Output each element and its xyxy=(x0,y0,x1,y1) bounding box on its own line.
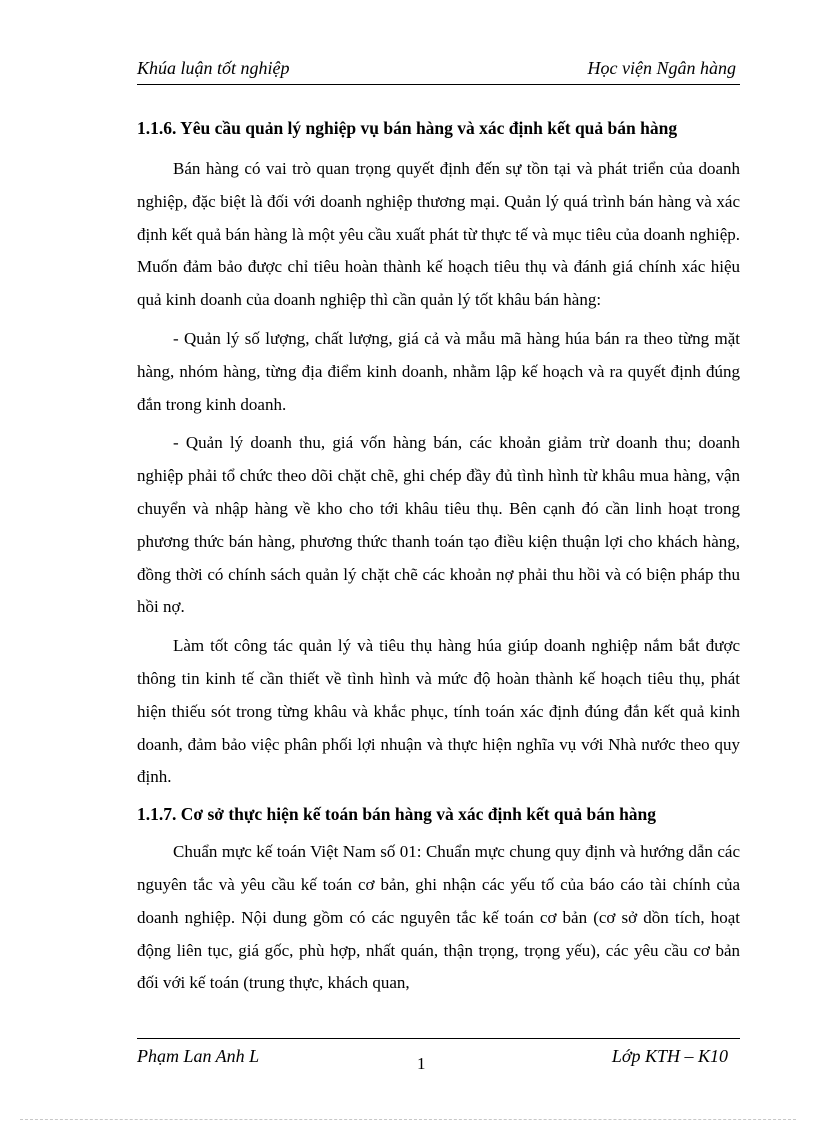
header-institution-label: Học viện Ngân hàng xyxy=(587,58,736,78)
page-footer xyxy=(137,1038,740,1079)
paragraph-good-management: Làm tốt công tác quản lý và tiêu thụ hàng húa giúp doanh nghiệp nắm bắt được thông tin kinh tế cần thiết về tình hình và mức độ hoàn thành kế hoạch tiêu thụ, phát hiện thiếu sót trong từng khâu và khắc phục, tính toán xác định đúng đắn kết quả kinh doanh, đảm bảo việc phân phối lợi nhuận và thực hiện nghĩa vụ với Nhà nước theo quy định. xyxy=(137,636,740,787)
page-break-line xyxy=(20,1119,796,1120)
page-header xyxy=(137,58,740,85)
section-1-1-6-title: 1.1.6. Yêu cầu quản lý nghiệp vụ bán hàng và xác định kết quả bán hàng xyxy=(137,118,678,138)
paragraph-accounting-standard: Chuẩn mực kế toán Việt Nam số 01: Chuẩn mực chung quy định và hướng dẫn các nguyên tắc và yêu cầu kế toán cơ bản, ghi nhận các yếu tố của báo cáo tài chính của doanh nghiệp. Nội dung gồm có các nguyên tắc kế toán cơ bản (cơ sở dồn tích, hoạt động liên tục, giá gốc, phù hợp, nhất quán, thận trọng, trọng yếu), các yêu cầu cơ bản đối với kế toán (trung thực, khách quan, xyxy=(137,842,740,993)
paragraph-sales-role: Bán hàng có vai trò quan trọng quyết định đến sự tồn tại và phát triển của doanh nghiệp, đặc biệt là đối với doanh nghiệp thương mại. Quản lý quá trình bán hàng và xác định kết quả bán hàng là một yêu cầu xuất phát từ thực tế và mục tiêu của doanh nghiệp. Muốn đảm bảo được chỉ tiêu hoàn thành kế hoạch tiêu thụ và đánh giá chính xác hiệu quả kinh doanh của doanh nghiệp thì cần quản lý tốt khâu bán hàng: xyxy=(137,159,740,310)
footer-class: Lớp KTH – K10 xyxy=(611,1046,728,1066)
page-body xyxy=(137,116,740,1000)
paragraph-quantity-management: - Quản lý số lượng, chất lượng, giá cả và mẫu mã hàng húa bán ra theo từng mặt hàng, nhóm hàng, từng địa điểm kinh doanh, nhằm lập kế hoạch và ra quyết định đúng đắn trong kinh doanh. xyxy=(137,328,740,414)
footer-author: Phạm Lan Anh L xyxy=(137,1046,260,1066)
paragraph-revenue-management: - Quản lý doanh thu, giá vốn hàng bán, các khoản giảm trừ doanh thu; doanh nghiệp phải tổ chức theo dõi chặt chẽ, ghi chép đầy đủ tình hình từ khâu mua hàng, vận chuyển và nhập hàng về kho cho tới khâu tiêu thụ. Bên cạnh đó cần linh hoạt trong phương thức bán hàng, phương thức thanh toán tạo điều kiện thuận lợi cho khách hàng, đồng thời có chính sách quản lý chặt chẽ các khoản nợ phải thu hồi và có biện pháp thu hồi nợ. xyxy=(137,433,740,617)
page-number: 1 xyxy=(417,1054,426,1073)
header-thesis-label: Khúa luận tốt nghiệp xyxy=(137,58,290,78)
section-1-1-7-title: 1.1.7. Cơ sở thực hiện kế toán bán hàng và xác định kết quả bán hàng xyxy=(137,804,657,825)
